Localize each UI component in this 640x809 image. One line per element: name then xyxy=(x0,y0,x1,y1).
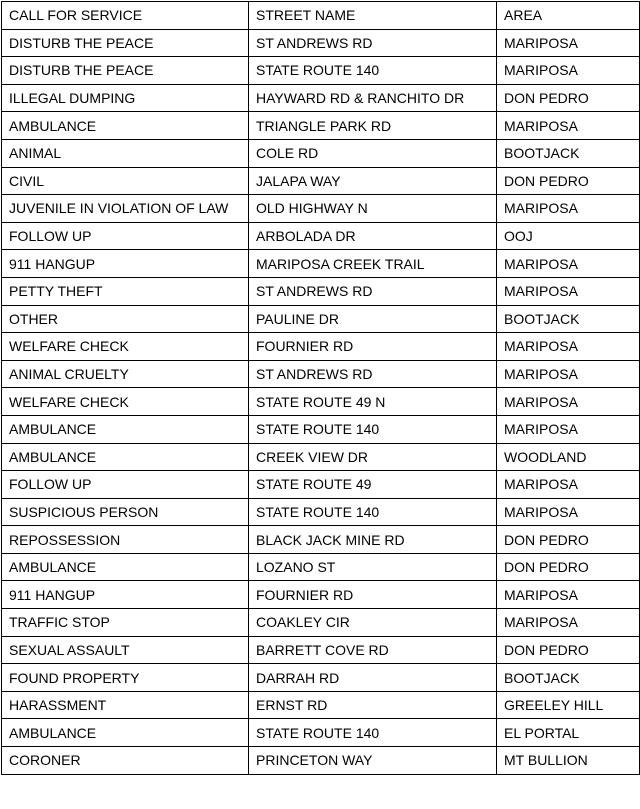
call-for-service-cell: DISTURB THE PEACE xyxy=(2,57,249,85)
call-for-service-cell: AMBULANCE xyxy=(2,112,249,140)
call-for-service-cell: CIVIL xyxy=(2,167,249,195)
area-cell: BOOTJACK xyxy=(497,139,640,167)
table-row xyxy=(2,719,640,747)
area-cell: MARIPOSA xyxy=(497,333,640,361)
table-row xyxy=(2,195,640,223)
table-row xyxy=(2,360,640,388)
call-for-service-cell: SUSPICIOUS PERSON xyxy=(2,498,249,526)
area-cell: MARIPOSA xyxy=(497,29,640,57)
area-cell: DON PEDRO xyxy=(497,526,640,554)
table-row xyxy=(2,112,640,140)
table-row xyxy=(2,29,640,57)
street-name-cell: PAULINE DR xyxy=(249,305,497,333)
street-name-cell: MARIPOSA CREEK TRAIL xyxy=(249,250,497,278)
call-for-service-cell: REPOSSESSION xyxy=(2,526,249,554)
header-area: AREA xyxy=(497,2,640,30)
area-cell: MARIPOSA xyxy=(497,360,640,388)
call-for-service-cell: 911 HANGUP xyxy=(2,581,249,609)
area-cell: MARIPOSA xyxy=(497,250,640,278)
table-row xyxy=(2,636,640,664)
calls-for-service-table xyxy=(1,1,640,775)
area-cell: MARIPOSA xyxy=(497,388,640,416)
area-cell: MARIPOSA xyxy=(497,57,640,85)
street-name-cell: STATE ROUTE 140 xyxy=(249,57,497,85)
street-name-cell: PRINCETON WAY xyxy=(249,747,497,775)
call-for-service-cell: AMBULANCE xyxy=(2,719,249,747)
area-cell: MARIPOSA xyxy=(497,498,640,526)
street-name-cell: STATE ROUTE 49 N xyxy=(249,388,497,416)
table-row xyxy=(2,222,640,250)
call-for-service-cell: AMBULANCE xyxy=(2,415,249,443)
call-for-service-cell: WELFARE CHECK xyxy=(2,333,249,361)
street-name-cell: STATE ROUTE 140 xyxy=(249,498,497,526)
table-row xyxy=(2,691,640,719)
street-name-cell: COLE RD xyxy=(249,139,497,167)
street-name-cell: FOURNIER RD xyxy=(249,333,497,361)
table-row xyxy=(2,305,640,333)
street-name-cell: DARRAH RD xyxy=(249,664,497,692)
call-for-service-cell: CORONER xyxy=(2,747,249,775)
call-for-service-cell: TRAFFIC STOP xyxy=(2,609,249,637)
area-cell: BOOTJACK xyxy=(497,305,640,333)
table-row xyxy=(2,581,640,609)
street-name-cell: ST ANDREWS RD xyxy=(249,29,497,57)
call-for-service-cell: HARASSMENT xyxy=(2,691,249,719)
table-row xyxy=(2,84,640,112)
area-cell: MARIPOSA xyxy=(497,195,640,223)
header-call-for-service: CALL FOR SERVICE xyxy=(2,2,249,30)
table-row xyxy=(2,139,640,167)
street-name-cell: JALAPA WAY xyxy=(249,167,497,195)
call-for-service-cell: PETTY THEFT xyxy=(2,277,249,305)
area-cell: DON PEDRO xyxy=(497,167,640,195)
street-name-cell: STATE ROUTE 140 xyxy=(249,719,497,747)
call-for-service-cell: FOLLOW UP xyxy=(2,222,249,250)
table-row xyxy=(2,471,640,499)
street-name-cell: ERNST RD xyxy=(249,691,497,719)
area-cell: DON PEDRO xyxy=(497,84,640,112)
table-row xyxy=(2,388,640,416)
area-cell: MARIPOSA xyxy=(497,112,640,140)
table-row xyxy=(2,415,640,443)
header-street-name: STREET NAME xyxy=(249,2,497,30)
street-name-cell: COAKLEY CIR xyxy=(249,609,497,637)
call-for-service-cell: ANIMAL xyxy=(2,139,249,167)
area-cell: DON PEDRO xyxy=(497,553,640,581)
area-cell: MARIPOSA xyxy=(497,415,640,443)
street-name-cell: ST ANDREWS RD xyxy=(249,277,497,305)
table-row xyxy=(2,747,640,775)
area-cell: GREELEY HILL xyxy=(497,691,640,719)
table-body xyxy=(2,2,640,775)
street-name-cell: HAYWARD RD & RANCHITO DR xyxy=(249,84,497,112)
street-name-cell: BARRETT COVE RD xyxy=(249,636,497,664)
table-row xyxy=(2,57,640,85)
call-for-service-cell: AMBULANCE xyxy=(2,443,249,471)
street-name-cell: ARBOLADA DR xyxy=(249,222,497,250)
call-for-service-cell: OTHER xyxy=(2,305,249,333)
area-cell: DON PEDRO xyxy=(497,636,640,664)
call-for-service-cell: AMBULANCE xyxy=(2,553,249,581)
table-row xyxy=(2,609,640,637)
call-for-service-cell: DISTURB THE PEACE xyxy=(2,29,249,57)
table-row xyxy=(2,277,640,305)
call-for-service-cell: ILLEGAL DUMPING xyxy=(2,84,249,112)
call-for-service-cell: JUVENILE IN VIOLATION OF LAW xyxy=(2,195,249,223)
call-for-service-cell: WELFARE CHECK xyxy=(2,388,249,416)
call-for-service-cell: SEXUAL ASSAULT xyxy=(2,636,249,664)
street-name-cell: BLACK JACK MINE RD xyxy=(249,526,497,554)
street-name-cell: FOURNIER RD xyxy=(249,581,497,609)
street-name-cell: TRIANGLE PARK RD xyxy=(249,112,497,140)
table-row xyxy=(2,526,640,554)
call-for-service-cell: ANIMAL CRUELTY xyxy=(2,360,249,388)
area-cell: MARIPOSA xyxy=(497,471,640,499)
table-row xyxy=(2,443,640,471)
street-name-cell: STATE ROUTE 140 xyxy=(249,415,497,443)
call-for-service-cell: 911 HANGUP xyxy=(2,250,249,278)
street-name-cell: OLD HIGHWAY N xyxy=(249,195,497,223)
area-cell: MARIPOSA xyxy=(497,581,640,609)
table-row xyxy=(2,333,640,361)
area-cell: MARIPOSA xyxy=(497,277,640,305)
table-row xyxy=(2,553,640,581)
table-row xyxy=(2,664,640,692)
call-for-service-cell: FOLLOW UP xyxy=(2,471,249,499)
street-name-cell: LOZANO ST xyxy=(249,553,497,581)
table-header-row xyxy=(2,2,640,30)
table-row xyxy=(2,250,640,278)
area-cell: BOOTJACK xyxy=(497,664,640,692)
street-name-cell: STATE ROUTE 49 xyxy=(249,471,497,499)
area-cell: WOODLAND xyxy=(497,443,640,471)
area-cell: MARIPOSA xyxy=(497,609,640,637)
table-row xyxy=(2,167,640,195)
street-name-cell: ST ANDREWS RD xyxy=(249,360,497,388)
call-for-service-cell: FOUND PROPERTY xyxy=(2,664,249,692)
table-row xyxy=(2,498,640,526)
area-cell: MT BULLION xyxy=(497,747,640,775)
area-cell: EL PORTAL xyxy=(497,719,640,747)
area-cell: OOJ xyxy=(497,222,640,250)
street-name-cell: CREEK VIEW DR xyxy=(249,443,497,471)
